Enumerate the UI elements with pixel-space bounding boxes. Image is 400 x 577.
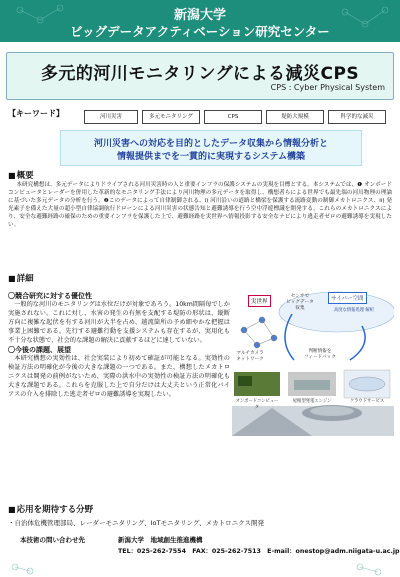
details-paragraph: 一般的な河川のモニタリングは水位だけが対象であろう。10km間隔毎でしか実施されない。これに対し、水害の発生の有無を支配する堤防の形状は、縦断方向に複雑な起伏を有する河川が大半を占め、越流箇所の予め細やかな把握は事業上困難である。先行する避難行動を支援システムも存在するが、実用化も不十分な状態で、社会的な課題の解決に貢献するほどに達していない。: [8, 300, 230, 344]
keyword-tag: 河川災害: [84, 110, 138, 124]
page-subtitle: CPS : Cyber Physical System: [270, 83, 385, 92]
analysis-label: 高度な情報処理 解析: [333, 308, 375, 313]
keyword-label: 【キーワード】: [8, 109, 64, 118]
details-heading: 〇今後の課題、展望: [8, 346, 71, 355]
highlight-box: [60, 130, 362, 166]
real-world-label: 実世界: [248, 295, 271, 307]
section-heading-applications: ■ 応用を期待する分野: [8, 503, 93, 515]
highlight-line: 情報提供までを一貫的に実現するシステム構築: [116, 152, 306, 162]
section-heading-overview: ■ 概要: [8, 169, 34, 181]
overview-text: 本研究構想は、多元データによりドライブされる河川災害時の人と重要インフラの保護システムの実現を目標とする。本システムでは、❶ オンボードコンピュータとレーダーを併用した革新的なモニタリング手法により河川物理の多元データを取得し、構想者らによる世界でも最先端の河川物理の理論に基づいた多元データの分析を行う。❷このデータによって自律制御される、i) 河川沿いの道路と橋梁を保護する流路変動の制御メカトロニクス、ii) 発光素子を備えた大量の超小型自律協調航行ドローンによる河川災害の状態告知と避難誘導を行う空中浮遊標識を開発する。これらのメカトロニクスにより、安全な避難経路の確保のための重要インフラを保護した上で、避難経路を実世界へ情報投影する安全なナビにより逃走者ゼロの避難誘導を実現したい。: [8, 182, 392, 229]
contact-details: TEL：025-262-7554 FAX：025-262-7513 E-mail：onestop@adm.niigata-u.ac.jp: [118, 548, 400, 555]
footer-decoration-icon: [0, 559, 400, 577]
details-heading: 〇競合研究に対する優位性: [8, 292, 92, 300]
university-name: 新潟大学: [173, 8, 226, 23]
contact-label: 本技術の問い合わせ先: [20, 536, 85, 544]
header-band: [0, 0, 400, 42]
sensor-label: センサで ビッグデータ 収集: [286, 294, 314, 311]
keyword-tag: 堤防大規模: [266, 110, 324, 124]
keyword-tag: CPS: [204, 110, 262, 124]
highlight-line: 河川災害への対応を目的としたデータ収集から情報分析と: [93, 139, 328, 149]
radar-caption: 屋根型発電エンジン: [292, 399, 332, 404]
section-heading-details: ■ 詳細: [8, 272, 34, 284]
feedback-label: 判断情報を フィードバック: [304, 349, 336, 360]
details-column: [8, 292, 230, 401]
applications-text: ・自治体危機管理部局、レーダーモニタリング、IoTモニタリング、メカトロニクス開発: [8, 519, 265, 527]
center-name: ビッグデータアクティベーション研究センター: [70, 24, 330, 39]
onboard-caption: オンボードコンピュータ: [235, 399, 279, 410]
cyber-space-label: サイバー空間: [328, 292, 367, 304]
details-paragraph: 本研究構想の実効性は、社会実装により初めて確証が可能となる。実効性の検証方法の明確化が今後の大きな課題の一つである。また、構想したメカトロニクスは開発の前例がないため、実際の洪水中の実効性の検証方法の明確化も大きな課題である。これらを克服した上で自分だけは大丈夫という正常化バイアスの介入を排除した逃走者ゼロの避難誘導を実現したい。: [8, 355, 230, 398]
keyword-tag: 多元モニタリング: [142, 110, 200, 124]
contact-organization: 新潟大学 地域創生推進機構: [118, 536, 203, 544]
keyword-tag: 科学的な減災: [328, 110, 386, 124]
camera-label: マルチカメラ ネットワーク: [236, 351, 264, 362]
title-box: [6, 52, 394, 100]
page-title: 多元的河川モニタリングによる減災CPS: [40, 64, 360, 84]
cps-diagram: [232, 290, 394, 436]
cloud-caption: クラウドサービス: [349, 399, 385, 404]
